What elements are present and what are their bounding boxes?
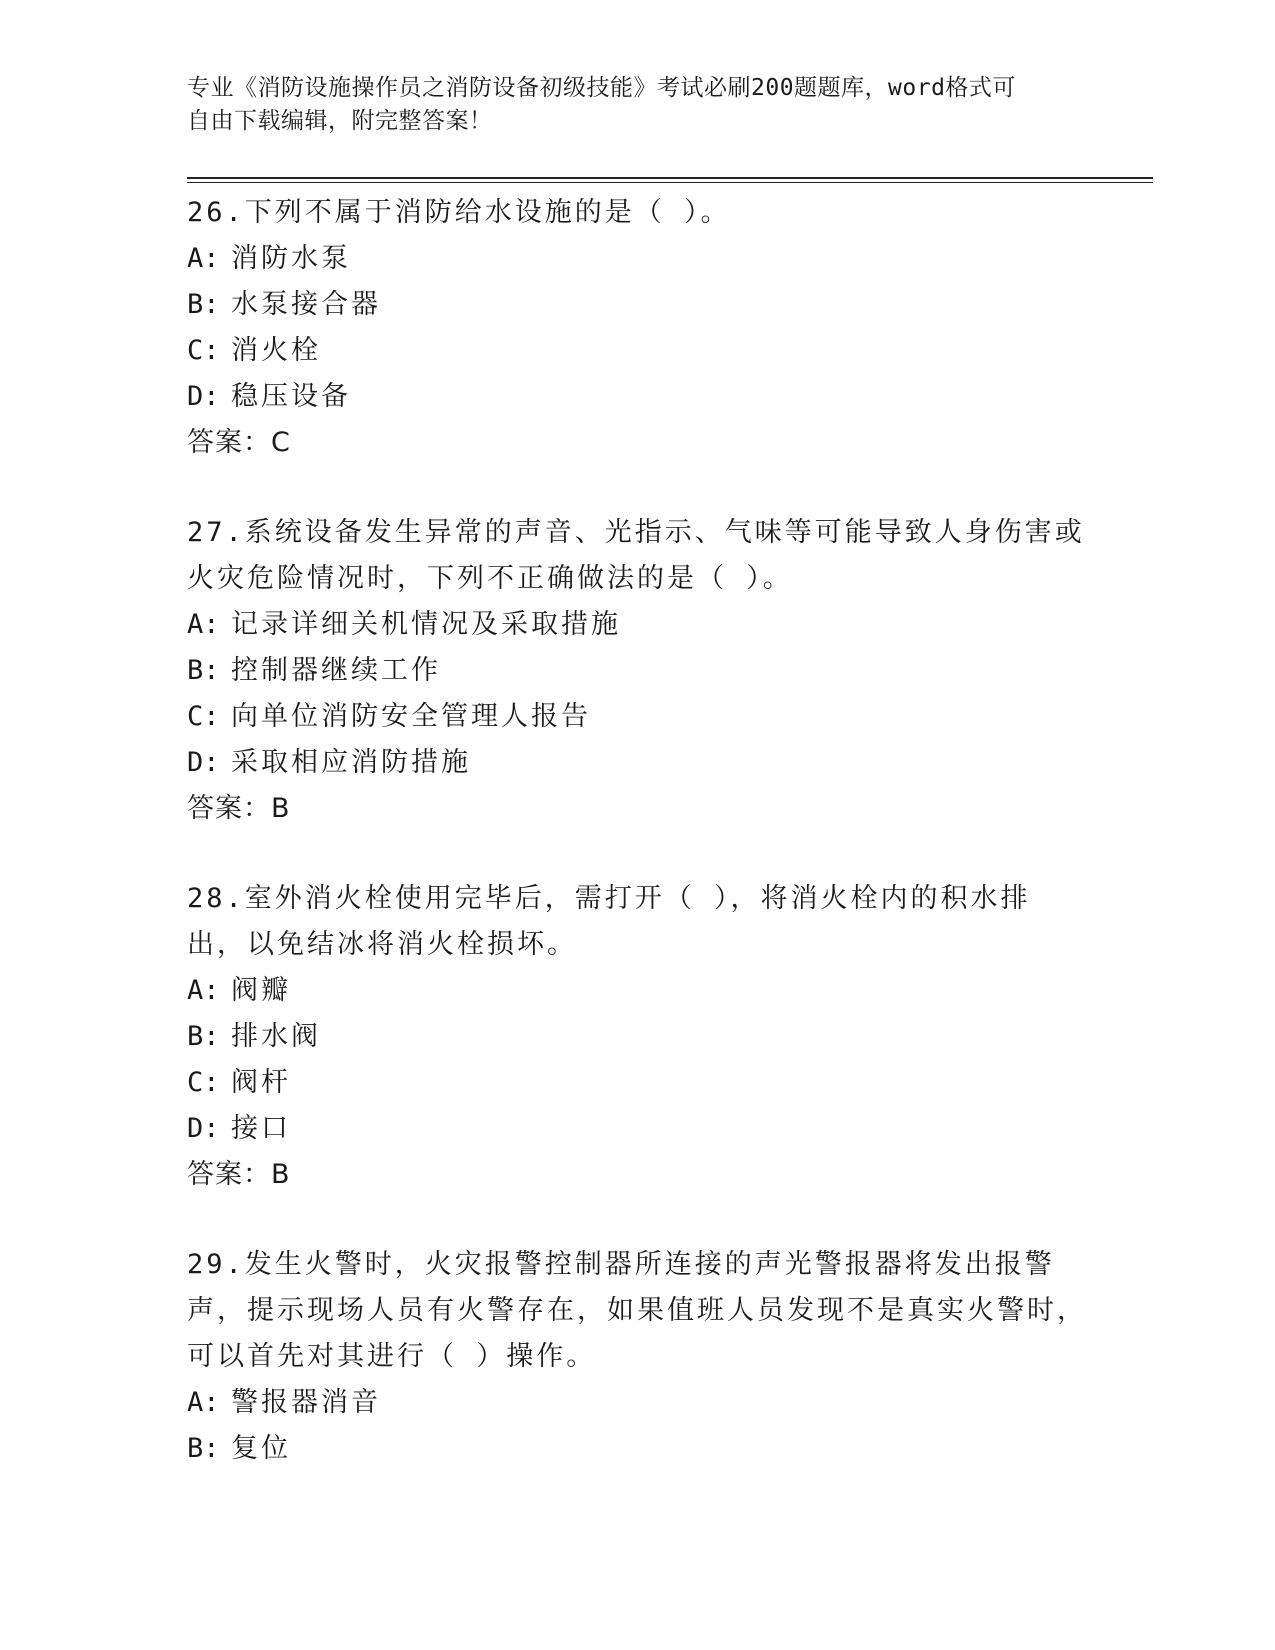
option-letter: B: bbox=[187, 655, 220, 686]
option-c bbox=[187, 694, 1087, 740]
option-d bbox=[187, 1106, 1087, 1152]
question-29 bbox=[187, 1242, 1087, 1472]
option-text: 向单位消防安全管理人报告 bbox=[231, 701, 591, 732]
header-rule-thin bbox=[187, 182, 1153, 183]
option-text: 阀瓣 bbox=[231, 975, 291, 1006]
option-text: 复位 bbox=[231, 1433, 291, 1464]
option-letter: A: bbox=[187, 609, 220, 640]
option-b bbox=[187, 648, 1087, 694]
option-a bbox=[187, 236, 1087, 282]
option-letter: D: bbox=[187, 381, 220, 412]
option-text: 消火栓 bbox=[231, 335, 321, 366]
option-text: 排水阀 bbox=[231, 1021, 321, 1052]
answer-line: 答案：C bbox=[187, 427, 291, 458]
document-header bbox=[187, 72, 1067, 138]
question-text: 26.下列不属于消防给水设施的是（ ）。 bbox=[187, 197, 731, 228]
option-c bbox=[187, 328, 1087, 374]
header-line-1: 专业《消防设施操作员之消防设备初级技能》考试必刷200题题库，word格式可 bbox=[187, 75, 1016, 101]
option-text: 警报器消音 bbox=[231, 1387, 381, 1418]
option-a bbox=[187, 602, 1087, 648]
option-c bbox=[187, 1060, 1087, 1106]
option-d bbox=[187, 740, 1087, 786]
option-text: 消防水泵 bbox=[231, 243, 351, 274]
question-list bbox=[187, 190, 1087, 1472]
question-text: 28.室外消火栓使用完毕后，需打开（ ），将消火栓内的积水排出，以免结冰将消火栓损坏。 bbox=[187, 883, 1031, 960]
option-text: 稳压设备 bbox=[231, 381, 351, 412]
option-text: 接口 bbox=[231, 1113, 291, 1144]
question-27 bbox=[187, 510, 1087, 832]
option-letter: B: bbox=[187, 1433, 220, 1464]
option-letter: B: bbox=[187, 1021, 220, 1052]
option-letter: D: bbox=[187, 1113, 220, 1144]
option-letter: B: bbox=[187, 289, 220, 320]
answer-line: 答案：B bbox=[187, 793, 291, 824]
header-line-2: 自由下载编辑，附完整答案！ bbox=[187, 108, 493, 134]
option-letter: D: bbox=[187, 747, 220, 778]
option-b bbox=[187, 282, 1087, 328]
option-b bbox=[187, 1014, 1087, 1060]
option-letter: C: bbox=[187, 1067, 220, 1098]
option-b bbox=[187, 1426, 1087, 1472]
option-text: 阀杆 bbox=[231, 1067, 291, 1098]
option-letter: A: bbox=[187, 975, 220, 1006]
option-letter: A: bbox=[187, 243, 220, 274]
question-26 bbox=[187, 190, 1087, 466]
option-letter: C: bbox=[187, 335, 220, 366]
option-text: 采取相应消防措施 bbox=[231, 747, 471, 778]
spacer bbox=[187, 466, 1087, 510]
spacer bbox=[187, 1198, 1087, 1242]
option-text: 水泵接合器 bbox=[231, 289, 381, 320]
option-text: 控制器继续工作 bbox=[231, 655, 441, 686]
option-letter: C: bbox=[187, 701, 220, 732]
option-d bbox=[187, 374, 1087, 420]
question-text: 29.发生火警时，火灾报警控制器所连接的声光警报器将发出报警声，提示现场人员有火警存在，如果值班人员发现不是真实火警时，可以首先对其进行（ ）操作。 bbox=[187, 1249, 1087, 1372]
option-a bbox=[187, 968, 1087, 1014]
question-text: 27.系统设备发生异常的声音、光指示、气味等可能导致人身伤害或火灾危险情况时，下列不正确做法的是（ ）。 bbox=[187, 517, 1085, 594]
answer-line: 答案：B bbox=[187, 1159, 291, 1190]
header-rule-thick bbox=[187, 177, 1153, 179]
option-letter: A: bbox=[187, 1387, 220, 1418]
question-28 bbox=[187, 876, 1087, 1198]
option-text: 记录详细关机情况及采取措施 bbox=[231, 609, 621, 640]
option-a bbox=[187, 1380, 1087, 1426]
spacer bbox=[187, 832, 1087, 876]
